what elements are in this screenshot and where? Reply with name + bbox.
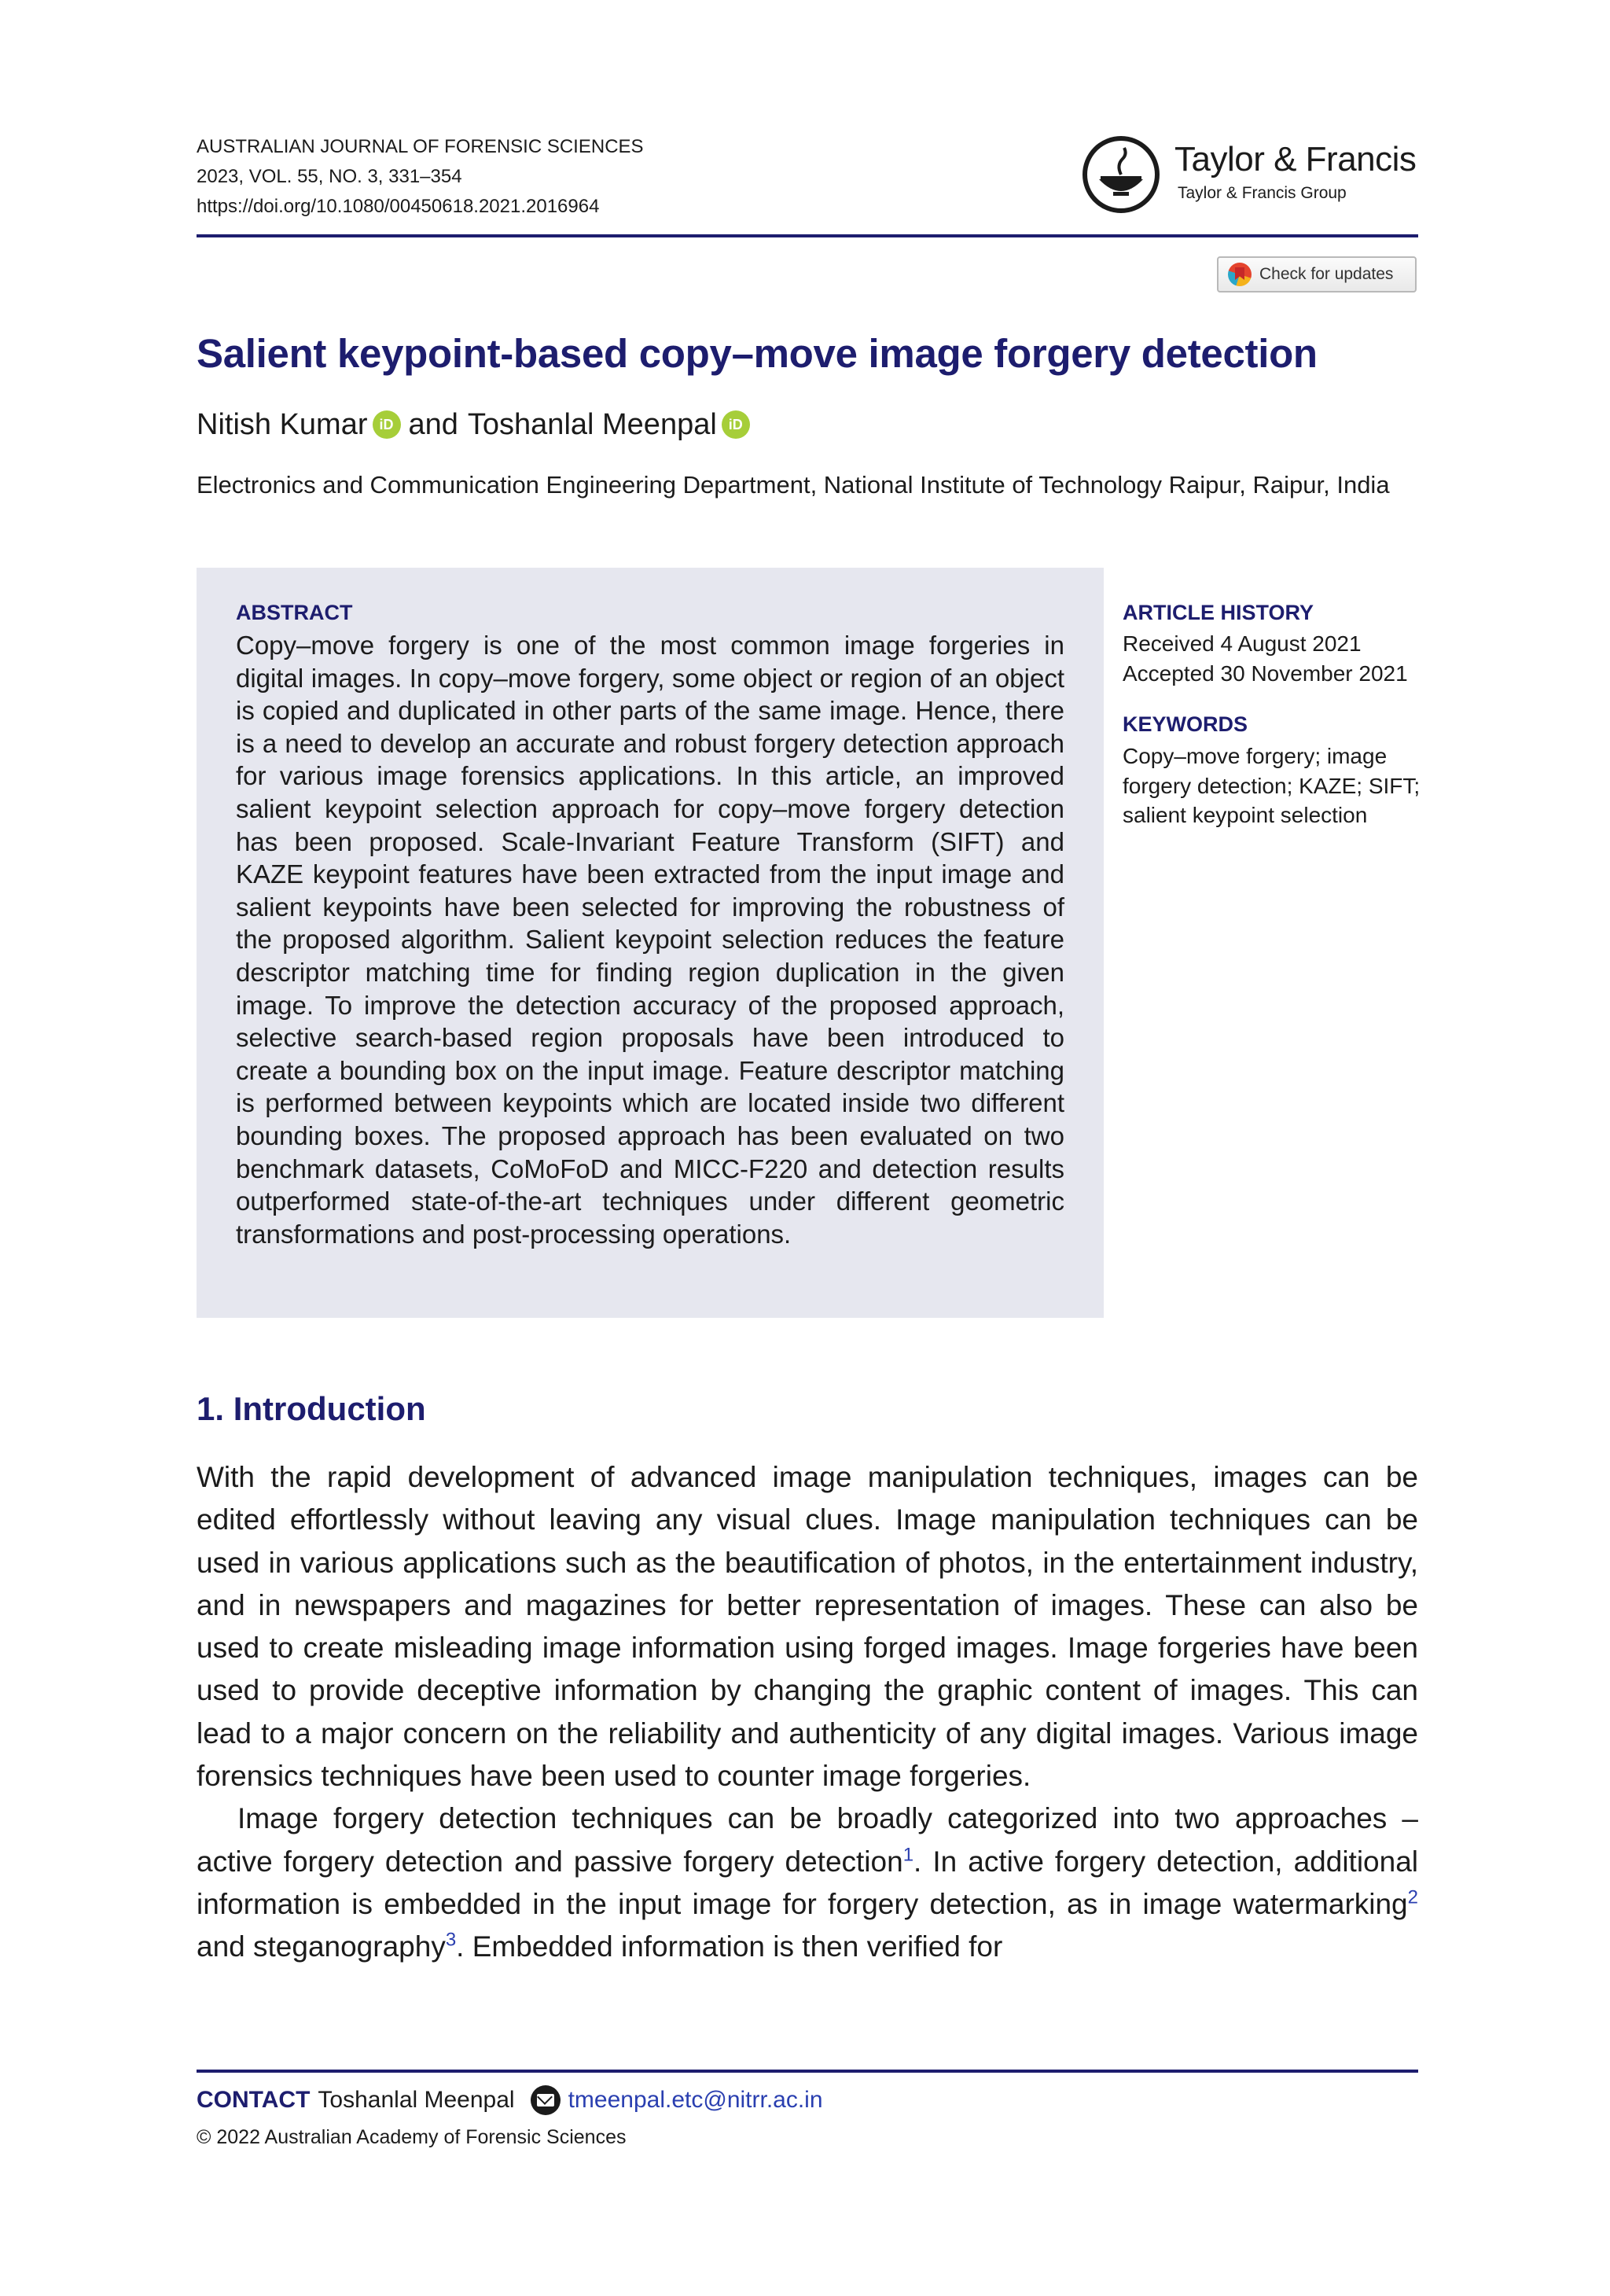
abstract-text: Copy–move forgery is one of the most common image forgeries in digital images. In copy–move forgery, some object or region of an object is copied and duplicated in other parts of the same image. Hence, there is a need to develop an accurate and robust forgery detection approach for various image forensics applications. In this article, an improved salient keypoint selection approach for copy–move forgery detection has been proposed. Scale-Invariant Feature Transform (SIFT) and KAZE keypoint features have been extracted from the input image and salient keypoints have been selected for improving the robustness of the proposed algorithm. Salient keypoint selection reduces the feature descriptor matching time for finding region duplication in the given image. To improve the detection accuracy of the proposed approach, selective search-based region proposals have been introduced to create a bounding box on the input image. Feature descriptor matching is performed between keypoints which are located inside two different bounding boxes. The proposed approach has been evaluated on two benchmark datasets, CoMoFoD and MICC-F220 and detection results outperformed state-of-the-art techniques under different geometric transformations and post-processing operations. — [236, 631, 1064, 1249]
orcid-icon[interactable]: iD — [373, 410, 401, 439]
paragraph-text: and steganography — [197, 1930, 446, 1963]
paragraph-text: . In active forgery detection, additional information is embedded in the input image for forgery detection, as in image watermarking — [197, 1845, 1419, 1920]
received-date: Received 4 August 2021 — [1123, 631, 1362, 656]
reference-link[interactable]: 3 — [445, 1929, 457, 1951]
journal-volume: 2023, VOL. 55, NO. 3, 331–354 — [197, 166, 462, 187]
header-divider — [197, 234, 1418, 237]
introduction-body — [197, 1456, 1418, 1969]
accepted-date: Accepted 30 November 2021 — [1123, 661, 1408, 686]
affiliation: Electronics and Communication Engineering Department, National Institute of Technology Raipur, Raipur, India — [197, 471, 1390, 499]
author-name[interactable]: Toshanlal Meenpal — [467, 408, 717, 441]
contact-name: Toshanlal Meenpal — [318, 2087, 515, 2113]
keywords-heading: KEYWORDS — [1123, 712, 1248, 736]
email-icon — [531, 2085, 561, 2115]
crossmark-icon — [1228, 263, 1252, 286]
contact-label: CONTACT — [197, 2087, 311, 2113]
doi-link[interactable]: https://doi.org/10.1080/00450618.2021.2016964 — [197, 196, 600, 217]
journal-name: AUSTRALIAN JOURNAL OF FORENSIC SCIENCES — [197, 136, 644, 157]
paragraph — [197, 1797, 1418, 1968]
author-conjunction: and — [408, 408, 458, 441]
section-heading: 1. Introduction — [197, 1390, 426, 1427]
footer-divider — [197, 2070, 1418, 2073]
paragraph-text: . Embedded information is then verified for — [456, 1930, 1003, 1963]
publisher-group: Taylor & Francis Group — [1178, 184, 1347, 202]
contact-email-link[interactable]: tmeenpal.etc@nitrr.ac.in — [568, 2087, 823, 2113]
copyright-notice: © 2022 Australian Academy of Forensic Sciences — [197, 2126, 627, 2148]
keywords-list: Copy–move forgery; image forgery detection; KAZE; SIFT; salient keypoint selection — [1123, 744, 1421, 827]
paragraph-text: Image forgery detection techniques can be broadly categorized into two approaches – active forgery detection and passive forgery detection — [197, 1802, 1418, 1878]
abstract-heading: ABSTRACT — [236, 601, 353, 624]
reference-link[interactable]: 2 — [1407, 1886, 1418, 1908]
reference-link[interactable]: 1 — [902, 1844, 914, 1866]
article-history-heading: ARTICLE HISTORY — [1123, 601, 1314, 624]
paragraph: With the rapid development of advanced image manipulation techniques, images can be edited effortlessly without leaving any visual clues. Image manipulation techniques can be used in various applications such as the beautification of photos, in the entertainment industry, and in newspapers and magazines for better representation of images. These can also be used to create misleading image information using forged images. Image forgeries have been used to provide deceptive information by changing the graphic content of images. This can lead to a major concern on the reliability and authenticity of any digital images. Various image forensics techniques have been used to counter image forgeries. — [197, 1461, 1418, 1793]
check-for-updates-button[interactable] — [1217, 256, 1417, 293]
author-list — [197, 406, 758, 443]
paper-title: Salient keypoint-based copy–move image forgery detection — [197, 331, 1318, 376]
publisher-name: Taylor & Francis — [1174, 140, 1417, 178]
contact-line — [197, 2085, 823, 2115]
orcid-icon[interactable]: iD — [722, 410, 750, 439]
author-name[interactable]: Nitish Kumar — [197, 408, 368, 441]
check-updates-label: Check for updates — [1259, 265, 1394, 283]
publisher-logo-icon — [1082, 135, 1160, 214]
